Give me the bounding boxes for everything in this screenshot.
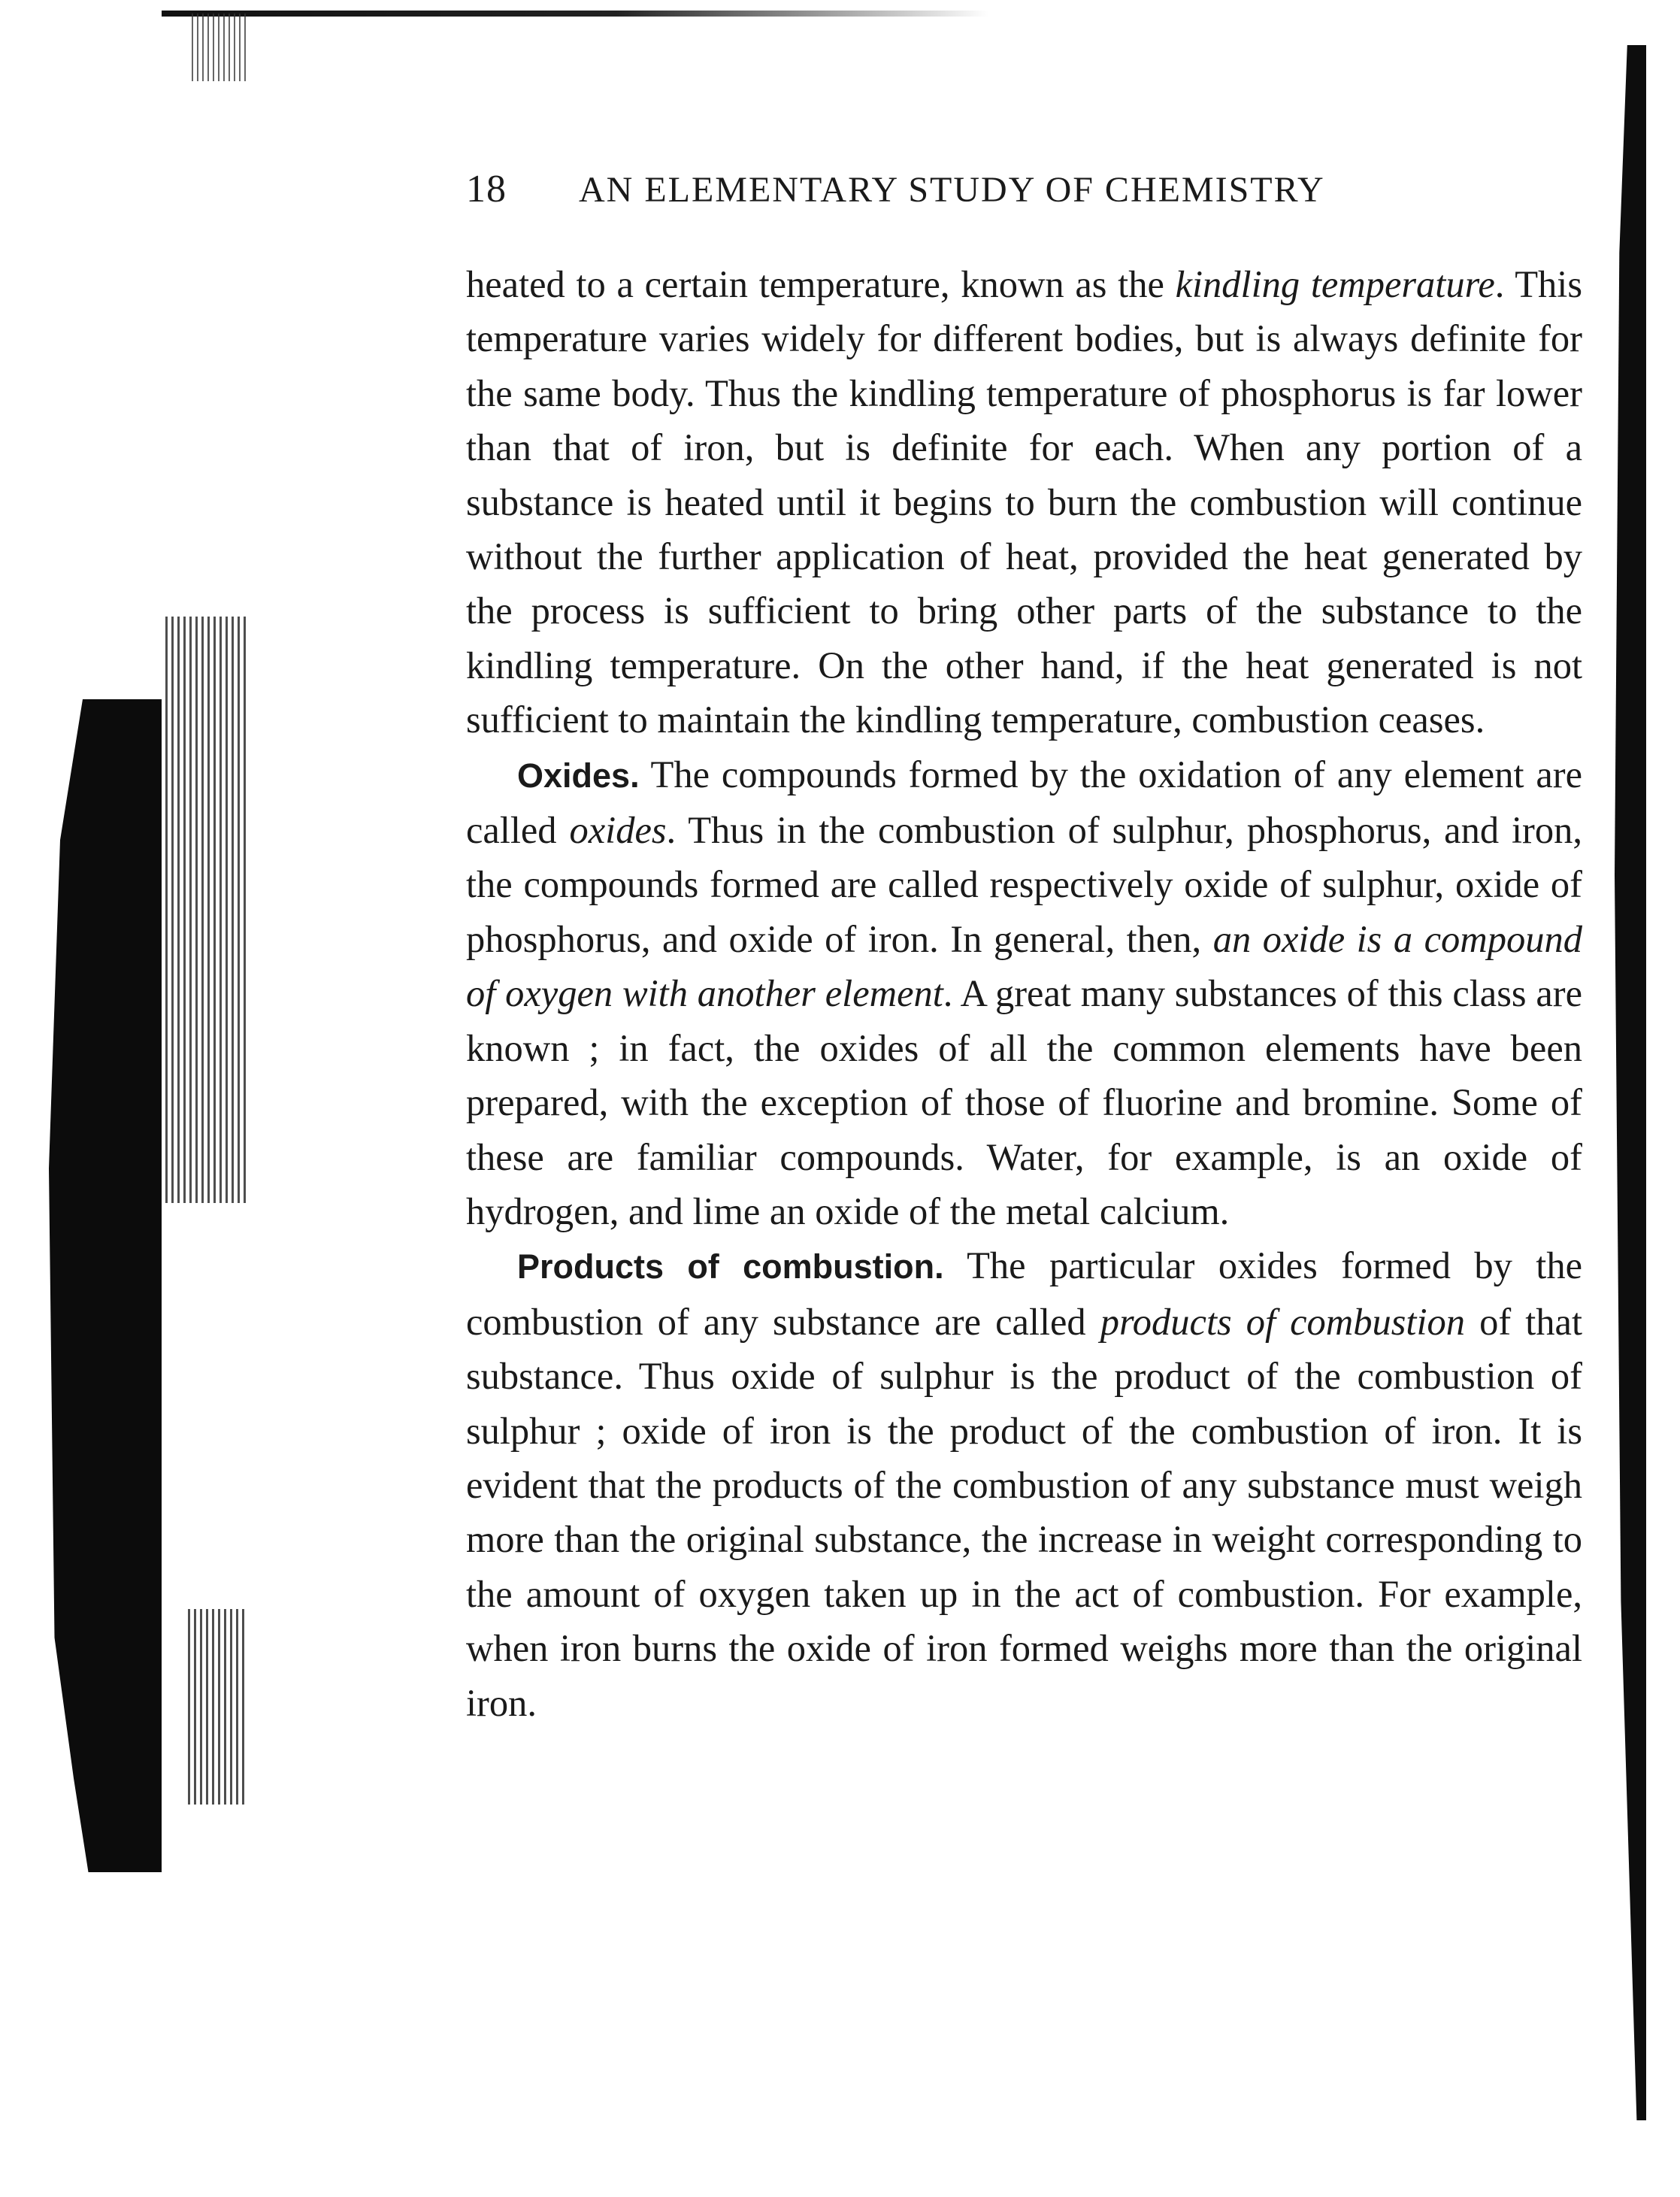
text-run: . This temperature varies widely for different bodies, but is always definite for the same body. Thus the kindling temperature of phosphorus is far lower than that of iron, but is definite for each. When any portion of a substance is heated until it begins to burn the combustion will continue without the further application of heat, provided the heat generated by the process is sufficient to bring other parts of the substance to the kindling temperature. On the other hand, if the heat generated is not sufficient to maintain the kindling temperature, combustion ceases.	[466, 263, 1582, 741]
section-heading-oxides: Oxides.	[517, 756, 640, 795]
italic-definition: an oxide is a compound of oxygen with another element	[466, 917, 1582, 1015]
text-run: heated to a certain temperature, known as the	[466, 263, 1176, 305]
italic-term: products of combustion	[1100, 1300, 1465, 1343]
page-number: 18	[466, 168, 507, 211]
paragraph-oxides	[466, 747, 1582, 1239]
text-run: The particular oxides formed by the combustion of any substance are called	[466, 1244, 1582, 1343]
text-run: The compounds formed by the oxidation of any element are called	[466, 753, 1582, 852]
scan-artifact-left-lower	[188, 1609, 248, 1805]
scan-artifact-left	[165, 617, 248, 1203]
text-run: . Thus in the combustion of sulphur, phosphorus, and iron, the compounds formed are called respectively oxide of sulphur, oxide of phosphorus, and oxide of iron. In general, then,	[466, 809, 1582, 960]
paragraph-kindling-temperature	[466, 257, 1582, 747]
paragraph-products-of-combustion	[466, 1238, 1582, 1730]
section-heading-products-of-combustion: Products of combustion.	[517, 1247, 944, 1286]
scan-edge-shadow-left	[49, 699, 162, 1872]
text-run: of that substance. Thus oxide of sulphur is the product of the combustion of sulphur ; oxide of iron is the product of the combustion of iron. It is evident that the products of the combustion of any substance must weigh more than the original substance, the increase in weight corresponding to the amount of oxygen taken up in the act of combustion. For example, when iron burns the oxide of iron formed weighs more than the original iron.	[466, 1300, 1582, 1724]
running-title: AN ELEMENTARY STUDY OF CHEMISTRY	[579, 170, 1325, 210]
body-text	[466, 257, 1582, 1730]
running-head	[466, 167, 1466, 220]
scan-artifact-top	[192, 14, 248, 81]
italic-term: oxides	[569, 809, 667, 852]
italic-term: kindling temperature	[1175, 263, 1495, 305]
text-run: . A great many substances of this class are known ; in fact, the oxides of all the common elements have been prepared, with the exception of those of fluorine and bromine. Some of these are familiar compounds. Water, for example, is an oxide of hydrogen, and lime an oxide of the metal calcium.	[466, 972, 1583, 1232]
scan-edge-shadow-right	[1615, 45, 1646, 2120]
scan-edge-shadow-top	[162, 11, 988, 17]
